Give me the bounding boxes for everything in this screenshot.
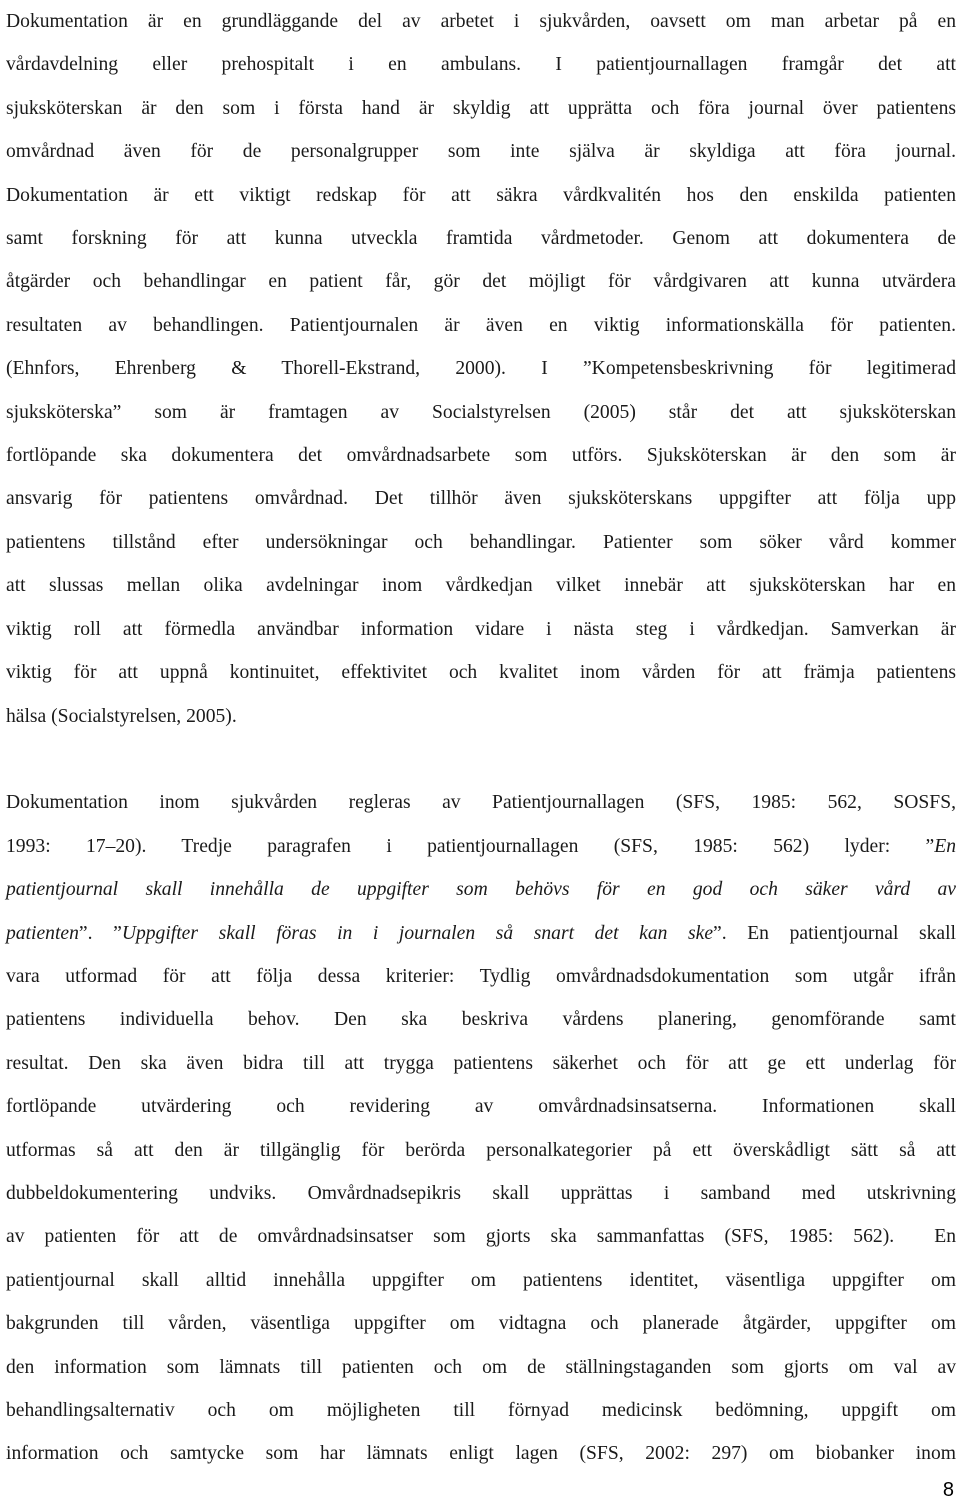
text-line: omvårdnad även för de personalgrupper som inte själva är skyldiga att föra journal. <box>6 141 956 163</box>
page-number: 8 <box>942 1479 954 1501</box>
text-line: viktig roll att förmedla användbar information vidare i nästa steg i vårdkedjan. Samverkan är <box>6 618 956 640</box>
text-line <box>6 1302 956 1345</box>
text-line <box>6 1346 956 1389</box>
text-line <box>6 1042 956 1085</box>
text-line: sjuksköterskan är den som i första hand är skyldig att upprätta och föra journal över patientens <box>6 97 956 119</box>
italic-quote-text: patienten <box>6 922 79 944</box>
text-line <box>6 912 956 955</box>
paragraph-documentation-intro <box>6 0 956 738</box>
text-line <box>6 825 956 868</box>
text-line: vårdavdelning eller prehospitalt i en ambulans. I patientjournallagen framgår det att <box>6 54 956 76</box>
text-line <box>6 1432 956 1475</box>
text-segment: information och samtycke som har lämnats enligt lagen (SFS, 2002: 297) om biobanker inom <box>6 1443 956 1465</box>
text-segment: vara utformad för att följa dessa kriterier: Tydlig omvårdnadsdokumentation som utgår ifrån <box>6 965 956 987</box>
text-segment: utformas så att den är tillgänglig för berörda personalkategorier på ett överskådligt sätt så att <box>6 1139 956 1161</box>
text-segment: ”. En patientjournal skall <box>713 922 956 944</box>
text-line: (Ehnfors, Ehrenberg & Thorell-Ekstrand, 2000). I ”Kompetensbeskrivning för legitimerad <box>6 358 956 380</box>
text-segment: ”. ” <box>78 922 122 944</box>
text-line: viktig för att uppnå kontinuitet, effektivitet och kvalitet inom vården för att främja patientens <box>6 662 956 684</box>
text-line <box>6 1215 956 1258</box>
text-line: resultaten av behandlingen. Patientjournalen är även en viktig informationskälla för patienten. <box>6 314 956 336</box>
text-line <box>6 1389 956 1432</box>
text-segment: 1993: 17–20). Tredje paragrafen i patientjournallagen (SFS, 1985: 562) lyder: ” <box>6 835 935 857</box>
text-line: hälsa (Socialstyrelsen, 2005). <box>6 705 237 727</box>
text-line: fortlöpande ska dokumentera det omvårdnadsarbete som utförs. Sjuksköterskan är den som är <box>6 445 956 467</box>
text-line: ansvarig för patientens omvårdnad. Det tillhör även sjuksköterskans uppgifter att följa upp <box>6 488 956 510</box>
text-line <box>6 955 956 998</box>
text-segment: fortlöpande utvärdering och revidering av omvårdnadsinsatserna. Informationen skall <box>6 1096 956 1118</box>
text-line <box>6 998 956 1041</box>
text-segment: behandlingsalternativ och om möjligheten till förnyad medicinsk bedömning, uppgift om <box>6 1399 956 1421</box>
paragraph-patientjournal-law <box>6 781 956 1476</box>
italic-quote-text: En <box>934 835 956 857</box>
text-line: att slussas mellan olika avdelningar inom vårdkedjan vilket innebär att sjuksköterskan har en <box>6 575 956 597</box>
text-line <box>6 1085 956 1128</box>
text-line: Dokumentation är ett viktigt redskap för att säkra vårdkvalitén hos den enskilda patienten <box>6 184 956 206</box>
italic-quote-text: Uppgifter skall föras in i journalen så snart det kan ske <box>121 922 714 944</box>
text-line <box>6 781 956 824</box>
text-line <box>6 1172 956 1215</box>
text-line <box>6 1259 956 1302</box>
text-line: Dokumentation är en grundläggande del av arbetet i sjukvården, oavsett om man arbetar på en <box>6 11 956 32</box>
text-line: åtgärder och behandlingar en patient får, gör det möjligt för vårdgivaren att kunna utvärdera <box>6 271 956 293</box>
text-segment: patientjournal skall alltid innehålla uppgifter om patientens identitet, väsentliga uppgifter om <box>6 1269 956 1291</box>
text-segment: bakgrunden till vården, väsentliga uppgifter om vidtagna och planerade åtgärder, uppgifter om <box>6 1313 956 1335</box>
text-segment: den information som lämnats till patienten och om de ställningstaganden som gjorts om val av <box>6 1356 956 1378</box>
italic-quote-text: patientjournal skall innehålla de uppgifter som behövs för en god och säker vård av <box>6 879 956 901</box>
text-segment: dubbeldokumentering undviks. Omvårdnadsepikris skall upprättas i samband med utskrivning <box>6 1182 956 1204</box>
text-segment: patientens individuella behov. Den ska beskriva vårdens planering, genomförande samt <box>6 1009 956 1031</box>
text-segment: av patienten för att de omvårdnadsinsatser som gjorts ska sammanfattas (SFS, 1985: 562). En <box>6 1226 956 1248</box>
text-segment: resultat. Den ska även bidra till att trygga patientens säkerhet och för att ge ett underlag för <box>6 1052 956 1074</box>
text-line: samt forskning för att kunna utveckla framtida vårdmetoder. Genom att dokumentera de <box>6 228 956 250</box>
text-line <box>6 1129 956 1172</box>
text-line <box>6 868 956 911</box>
text-line: sjuksköterska” som är framtagen av Socialstyrelsen (2005) står det att sjuksköterskan <box>6 401 956 423</box>
text-line: patientens tillstånd efter undersökningar och behandlingar. Patienter som söker vård kommer <box>6 531 956 553</box>
document-page <box>6 0 956 1476</box>
text-segment: Dokumentation inom sjukvården regleras av Patientjournallagen (SFS, 1985: 562, SOSFS, <box>6 792 956 814</box>
